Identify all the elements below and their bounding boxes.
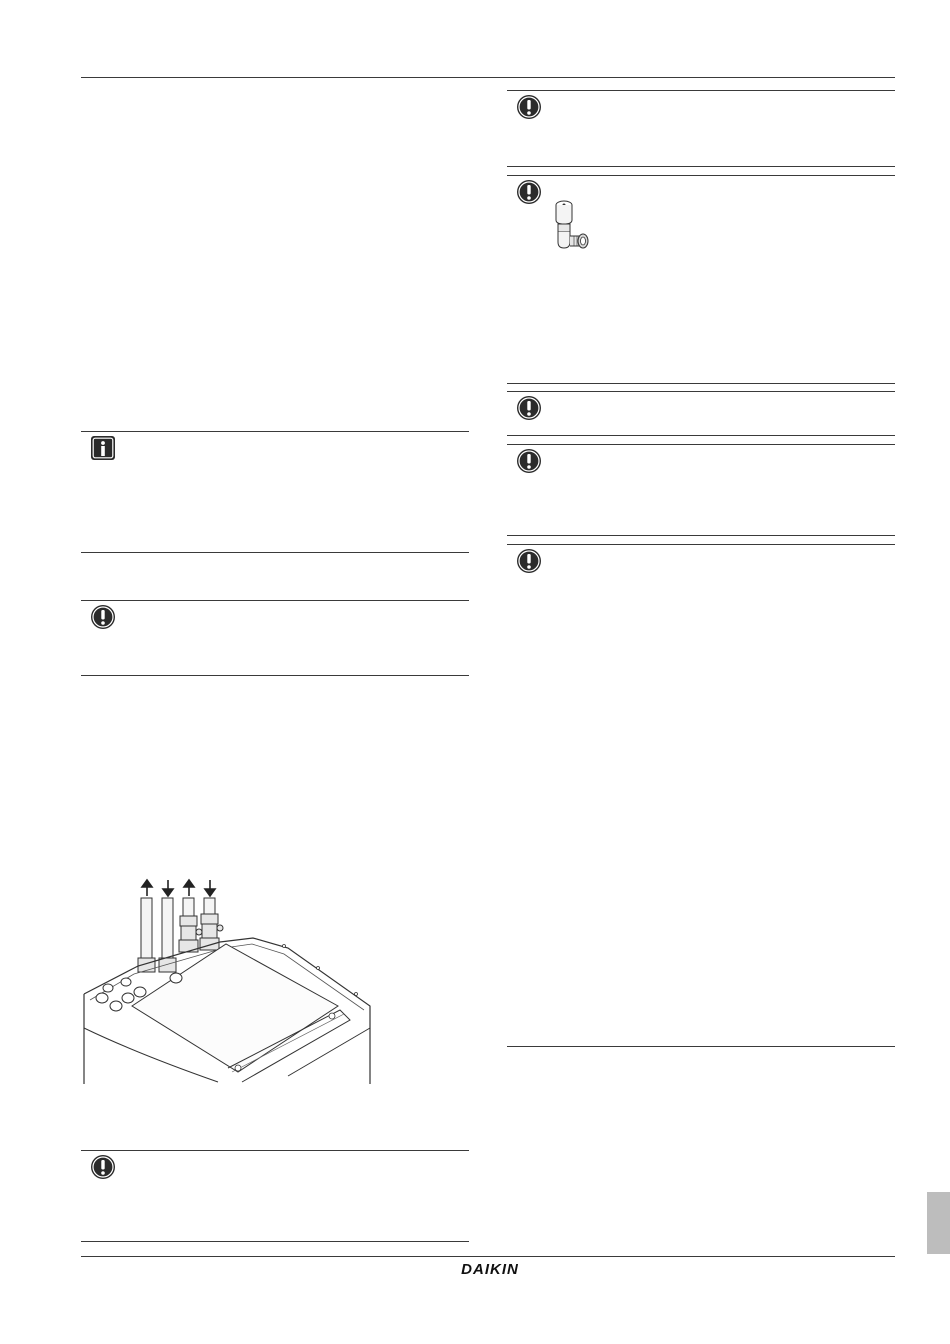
exclamation-icon — [516, 395, 542, 421]
notice-rule-bottom — [81, 675, 469, 676]
exclamation-icon — [516, 448, 542, 474]
notice-rule-top — [81, 1150, 469, 1151]
notice-rule-top — [507, 175, 895, 176]
notice-rule-bottom — [507, 535, 895, 536]
info-icon — [90, 435, 116, 461]
valve-illustration — [548, 196, 592, 254]
notice-rule-top — [507, 391, 895, 392]
notice-rule-top — [507, 544, 895, 545]
notice-rule-top — [507, 444, 895, 445]
exclamation-icon — [90, 604, 116, 630]
notice-rule-bottom — [507, 435, 895, 436]
notice-rule-top — [507, 90, 895, 91]
info-rule-top — [81, 431, 469, 432]
notice-rule-bottom — [507, 383, 895, 384]
notice-rule-bottom — [81, 1241, 469, 1242]
exclamation-icon — [90, 1154, 116, 1180]
notice-rule-bottom — [507, 1046, 895, 1047]
daikin-logo: DAIKIN — [461, 1260, 519, 1278]
notice-rule-bottom — [507, 166, 895, 167]
unit-top-pipe-connections-illustration — [78, 876, 378, 1084]
header-rule — [81, 77, 895, 78]
info-rule-bottom — [81, 552, 469, 553]
footer-rule — [81, 1256, 895, 1257]
exclamation-icon — [516, 179, 542, 205]
notice-rule-top — [81, 600, 469, 601]
exclamation-icon — [516, 94, 542, 120]
exclamation-icon — [516, 548, 542, 574]
chapter-side-tab — [927, 1192, 950, 1254]
